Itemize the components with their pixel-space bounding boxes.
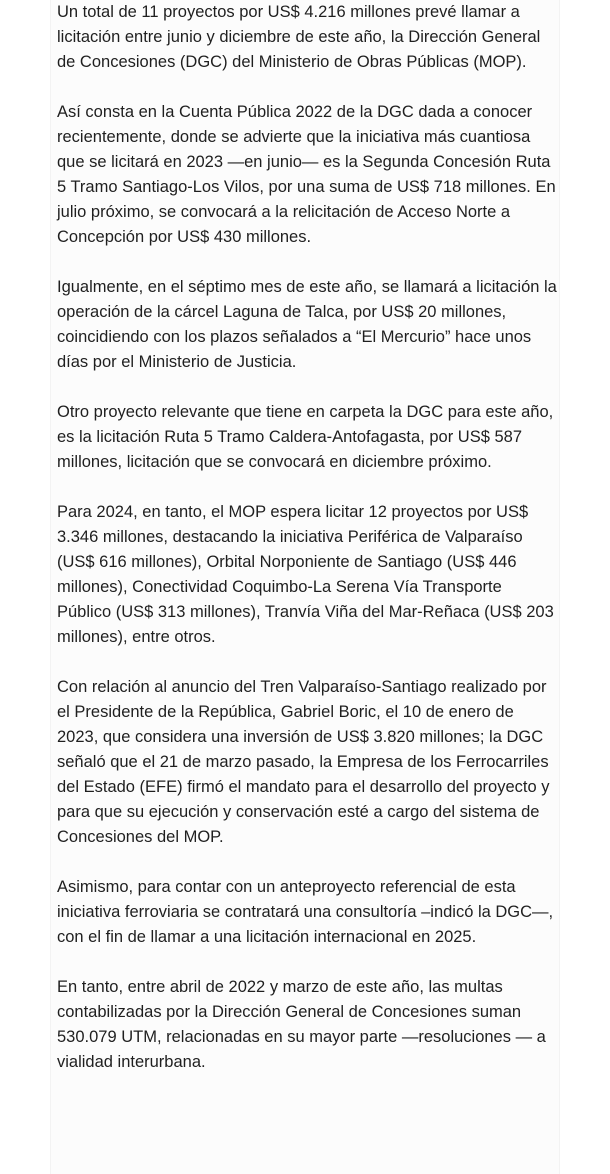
- article-paragraph-6: Con relación al anuncio del Tren Valparaíso-Santiago realizado por el Presidente de la República, Gabriel Boric, el 10 de enero de 2023, que considera una inversión de US$ 3.820 millones; la DGC señaló que el 21 de marzo pasado, la Empresa de los Ferrocarriles del Estado (EFE) firmó el mandato para el desarrollo del proyecto y para que su ejecución y conservación esté a cargo del sistema de Concesiones del MOP.: [57, 678, 550, 846]
- article-paragraph-1: Un total de 11 proyectos por US$ 4.216 millones prevé llamar a licitación entre junio y diciembre de este año, la Dirección General de Concesiones (DGC) del Ministerio de Obras Públicas (MOP).: [57, 3, 541, 71]
- article-paragraph-4: Otro proyecto relevante que tiene en carpeta la DGC para este año, es la licitación Ruta 5 Tramo Caldera-Antofagasta, por US$ 587 millones, licitación que se convocará en diciembre próximo.: [57, 403, 554, 471]
- article-body: [57, 0, 557, 1100]
- article-paragraph-5: Para 2024, en tanto, el MOP espera licitar 12 proyectos por US$ 3.346 millones, destacando la iniciativa Periférica de Valparaíso (US$ 616 millones), Orbital Norponiente de Santiago (US$ 446 millones), Conectividad Coquimbo-La Serena Vía Transporte Público (US$ 313 millones), Tranvía Viña del Mar-Reñaca (US$ 203 millones), entre otros.: [57, 503, 554, 646]
- article-paragraph-8: En tanto, entre abril de 2022 y marzo de este año, las multas contabilizadas por la Dirección General de Concesiones suman 530.079 UTM, relacionadas en su mayor parte —resoluciones — a vialidad interurbana.: [57, 978, 546, 1071]
- article-paragraph-7: Asimismo, para contar con un anteproyecto referencial de esta iniciativa ferroviaria se contratará una consultoría –indicó la DGC—, con el fin de llamar a una licitación internacional en 2025.: [57, 878, 554, 946]
- article-paragraph-3: Igualmente, en el séptimo mes de este año, se llamará a licitación la operación de la cárcel Laguna de Talca, por US$ 20 millones, coincidiendo con los plazos señalados a “El Mercurio” hace unos días por el Ministerio de Justicia.: [57, 278, 557, 371]
- article-paragraph-2: Así consta en la Cuenta Pública 2022 de la DGC dada a conocer recientemente, donde se advierte que la iniciativa más cuantiosa que se licitará en 2023 —en junio— es la Segunda Concesión Ruta 5 Tramo Santiago-Los Vilos, por una suma de US$ 718 millones. En julio próximo, se convocará a la relicitación de Acceso Norte a Concepción por US$ 430 millones.: [57, 103, 556, 246]
